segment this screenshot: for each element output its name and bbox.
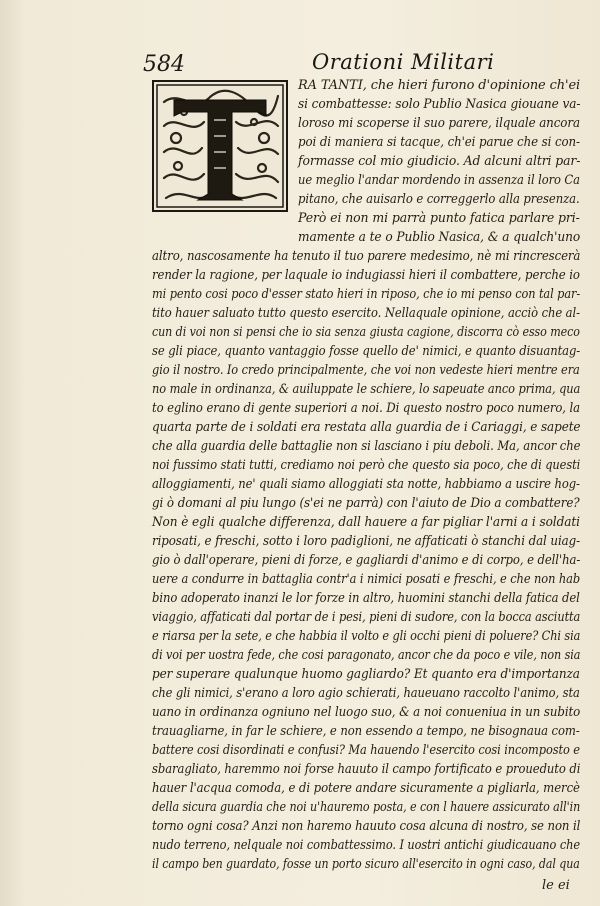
text-line: pitano, che auisarlo e correggerlo alla presenza. xyxy=(298,192,580,207)
text-line: quarta parte de i soldati era restata alla guardia de i Cariaggi, e sapete xyxy=(152,420,581,435)
text-line: trauagliarne, in far le schiere, e non essendo a tempo, ne bisognaua com- xyxy=(152,724,580,739)
text-line: tito hauer saluato tutto questo esercito. Nellaquale opinione, acciò che al- xyxy=(152,306,580,321)
text-line: formasse col mio giudicio. Ad alcuni altri par- xyxy=(298,154,581,169)
text-line: RA TANTI, che hieri furono d'opinione ch'ei xyxy=(298,78,581,93)
text-line: mamente a te o Publio Nasica, & a qualch'uno xyxy=(298,230,581,245)
text-line: Però ei non mi parrà punto fatica parlare pri- xyxy=(298,211,580,226)
text-line: render la ragione, per laquale io indugiassi hieri il combattere, perche io xyxy=(152,268,580,283)
decorated-initial-letter xyxy=(152,80,288,212)
text-line: bino adoperato inanzi le lor forze in altro, huomini stanchi della fatica del xyxy=(152,591,580,606)
text-line: gio il nostro. Io credo principalmente, che voi non vedeste hieri mentre era xyxy=(152,363,580,378)
text-line: uere a condurre in battaglia contr'a i nimici posati e freschi, e che non hab xyxy=(152,572,581,587)
text-line: gi ò domani al piu lungo (s'ei ne parrà) con l'aiuto de Dio a combattere? xyxy=(152,496,580,511)
text-line: poi di maniera si tacque, ch'ei parue che si con- xyxy=(298,135,580,150)
page-number: 584 xyxy=(143,52,185,77)
running-title: Orationi Militari xyxy=(312,50,495,74)
text-line: e riarsa per la sete, e che habbia il volto e gli occhi pieni di poluere? Chi sia xyxy=(152,629,581,644)
text-line: nudo terreno, nelquale noi combattessimo. I uostri antichi giudicauano che xyxy=(152,838,581,853)
text-line: to eglino erano di gente superiori a noi. Di questo nostro poco numero, la xyxy=(152,401,580,416)
text-line: si combattesse: solo Publio Nasica giouane va- xyxy=(298,97,581,112)
text-line: no male in ordinanza, & auiluppate le schiere, lo sapeuate anco prima, qua xyxy=(152,382,581,397)
text-line: torno ogni cosa? Anzi non haremo hauuto cosa alcuna di nostro, se non il xyxy=(152,819,581,834)
text-line: di voi per uostra fede, che cosi paragonato, ancor che da poco e vile, non sia xyxy=(152,648,581,663)
text-line: cun di voi non si pensi che io sia senza giusta cagione, discorra cò esso meco xyxy=(152,325,580,340)
text-line: gio ò dall'operare, pieni di forze, e gagliardi d'animo e di corpo, e dell'ha- xyxy=(152,553,581,568)
text-line: se gli piace, quanto vantaggio fosse quello de' nimici, e quanto disuantag- xyxy=(152,344,581,359)
text-line: mi pento cosi poco d'esser stato hieri in riposo, che io mi penso con tal par- xyxy=(152,287,581,302)
text-line: il campo ben guardato, fosse un porto sicuro all'esercito in ogni caso, dal qua xyxy=(152,857,580,872)
text-line: noi fussimo stati tutti, crediamo noi però che questo sia poco, che di questi xyxy=(152,458,581,473)
text-line: uano in ordinanza ogniuno nel luogo suo, & a noi conueniua in un subito xyxy=(152,705,581,720)
text-line: loroso mi scoperse il suo parere, ilquale ancora xyxy=(298,116,580,131)
text-line: hauer l'acqua comoda, e di potere andare sicuramente a pigliarla, mercè xyxy=(152,781,580,796)
text-line: che gli nimici, s'erano a loro agio schierati, haueuano raccolto l'animo, sta xyxy=(152,686,580,701)
catchword: le ei xyxy=(542,878,570,893)
text-line: alloggiamenti, ne' quali siamo alloggiati sta notte, habbiamo a uscire hog- xyxy=(152,477,580,492)
text-line: per superare qualunque huomo gagliardo? Et quanto era d'importanza xyxy=(152,667,580,682)
text-line: battere cosi disordinati e confusi? Ma hauendo l'esercito cosi incomposto e xyxy=(152,743,580,758)
text-line: della sicura guardia che noi u'hauremo posta, e con l hauere assicurato all'in xyxy=(152,800,581,815)
text-line: viaggio, affaticati dal portar de i pesi, pieni di sudore, con la bocca asciutta xyxy=(152,610,581,625)
text-line: che alla guardia delle battaglie non si lasciano i piu deboli. Ma, ancor che xyxy=(152,439,581,454)
text-line: altro, nascosamente ha tenuto il tuo parere medesimo, nè mi rincrescerà xyxy=(152,249,581,264)
text-line: sbaragliato, haremmo noi forse hauuto il campo fortificato e proueduto di xyxy=(152,762,581,777)
ornamental-initial-t-icon xyxy=(154,82,286,210)
text-line: riposati, e freschi, sotto i loro padiglioni, ne affaticati ò stanchi dal uiag- xyxy=(152,534,581,549)
text-line: ue meglio l'andar mordendo in assenza il loro Ca xyxy=(298,173,580,188)
text-line: Non è egli qualche differenza, dall hauere a far pigliar l'arni a i soldati xyxy=(152,515,580,530)
